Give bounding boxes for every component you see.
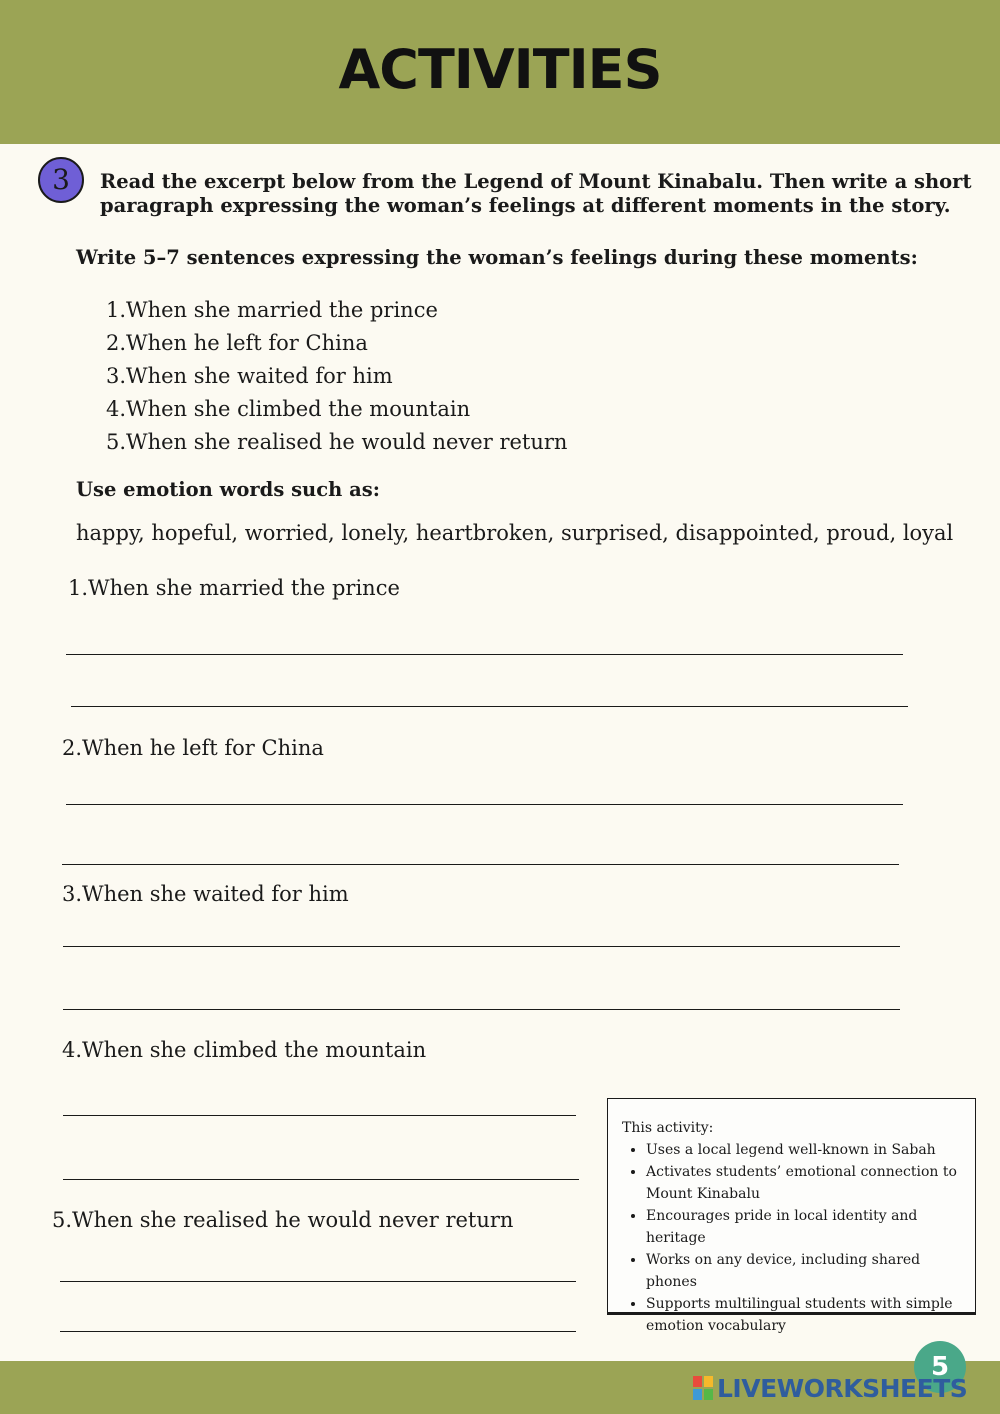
answer-line-3a[interactable] [63,946,900,947]
list-number: 5. [105,430,126,454]
liveworksheets-logo[interactable] [693,1374,967,1404]
list-text: When she waited for him [126,364,393,388]
question-5 [52,1208,513,1232]
moments-list [104,296,567,461]
answer-line-2b[interactable] [62,864,899,865]
page-number-badge: 5 [914,1341,966,1393]
instruction-line: paragraph expressing the woman’s feelings at different moments in the story. [100,194,951,217]
list-item [104,428,567,461]
question-number: 1. [68,576,89,600]
question-text: When she married the prince [88,576,400,600]
list-item [104,329,567,362]
question-text: When she realised he would never return [72,1208,514,1232]
brand-name: LIVEWORKSHEETS [717,1374,968,1403]
answer-line-1b[interactable] [71,706,908,707]
instruction-line: Read the excerpt below from the Legend of Mount Kinabalu. Then write a short [100,170,972,193]
activity-instruction [100,170,970,218]
activity-number-badge: 3 [38,157,84,203]
list-number: 4. [105,397,126,421]
note-list [622,1139,969,1337]
list-text: When she climbed the mountain [126,397,471,421]
question-text: When he left for China [82,736,324,760]
list-text: When she married the prince [126,298,438,322]
note-title: This activity: [622,1120,714,1136]
answer-line-2a[interactable] [66,804,903,805]
emotion-heading: Use emotion words such as: [76,478,380,501]
question-4 [62,1038,426,1062]
list-text: When she realised he would never return [126,430,568,454]
list-text: When he left for China [126,331,368,355]
question-number: 5. [52,1208,73,1232]
emotion-words: happy, hopeful, worried, lonely, heartbroken, surprised, disappointed, proud, loyal [76,521,954,545]
answer-line-4a[interactable] [63,1115,576,1116]
answer-line-3b[interactable] [63,1009,900,1010]
note-item: • Uses a local legend well-known in Sabah [646,1139,969,1161]
note-item: • Encourages pride in local identity and heritage [646,1205,969,1249]
answer-line-4b[interactable] [63,1179,579,1180]
task-heading: Write 5–7 sentences expressing the woman’s feelings during these moments: [76,246,918,269]
list-item [104,395,567,428]
question-2 [62,736,324,760]
answer-line-5a[interactable] [60,1281,576,1282]
question-number: 4. [62,1038,83,1062]
note-item: • Supports multilingual students with simple emotion vocabulary [646,1293,969,1337]
list-item [104,296,567,329]
list-number: 3. [105,364,126,388]
question-text: When she climbed the mountain [82,1038,427,1062]
note-item: • Works on any device, including shared phones [646,1249,969,1293]
liveworksheets-logo-icon [693,1376,715,1402]
answer-line-1a[interactable] [66,654,903,655]
list-number: 1. [105,298,126,322]
question-1 [68,576,400,600]
question-text: When she waited for him [82,882,349,906]
page-title: ACTIVITIES [338,38,662,101]
question-number: 2. [62,736,83,760]
question-3 [62,882,349,906]
question-number: 3. [62,882,83,906]
teacher-note-box [607,1098,976,1334]
list-number: 2. [105,331,126,355]
note-item: • Activates students’ emotional connection to Mount Kinabalu [646,1161,969,1205]
list-item [104,362,567,395]
answer-line-5b[interactable] [60,1331,576,1332]
